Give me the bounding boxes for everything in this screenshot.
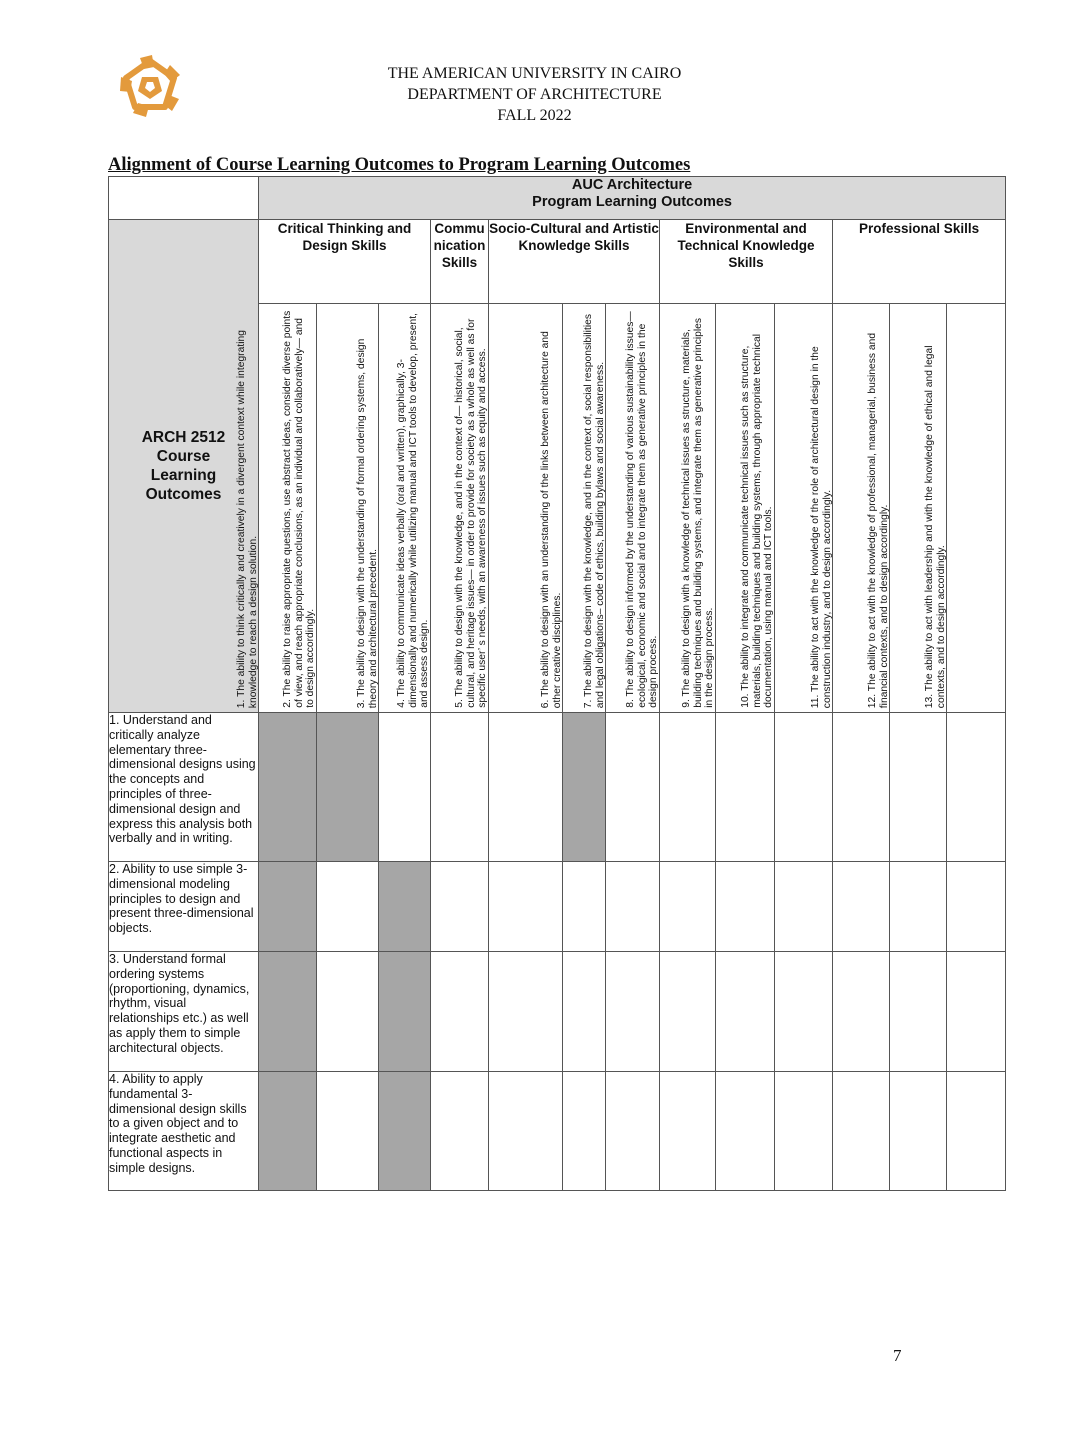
alignment-cell	[489, 713, 563, 862]
university-name: THE AMERICAN UNIVERSITY IN CAIRO	[387, 65, 682, 82]
alignment-cell-shaded	[259, 952, 317, 1072]
plo-header-7-text: 7. The ability to design with the knowledge, and in the context of, social responsibilities and legal obligations– code of ethics, building bylaws and social awareness.	[582, 313, 606, 708]
plo-heading-line1: AUC Architecture	[571, 177, 693, 193]
alignment-cell	[947, 952, 1006, 1072]
plo-header-1-text: 1. The ability to think critically and creatively in a divergent context while integrating knowledge to reach a design solution.	[235, 329, 259, 708]
alignment-cell-shaded	[379, 1072, 431, 1191]
plo-header-10-text: 10. The ability to integrate and communicate technical issues such as structure, materials, building techniques and building systems, through appropriate technical documentation, using manual and ICT tools.	[740, 334, 775, 708]
clo-heading-course: ARCH 2512	[141, 429, 226, 446]
alignment-cell	[660, 952, 716, 1072]
alignment-cell	[775, 713, 833, 862]
plo-heading-line2: Program Learning Outcomes	[532, 194, 732, 210]
alignment-cell	[317, 952, 379, 1072]
alignment-cell	[890, 862, 947, 952]
plo-header-13	[923, 304, 1006, 713]
department-name: DEPARTMENT OF ARCHITECTURE	[407, 86, 662, 103]
alignment-cell	[606, 713, 660, 862]
alignment-cell-shaded	[259, 862, 317, 952]
alignment-cell	[716, 713, 775, 862]
alignment-cell	[660, 1072, 716, 1191]
alignment-cell	[833, 862, 890, 952]
alignment-cell	[606, 1072, 660, 1191]
alignment-cell-shaded	[259, 1072, 317, 1191]
alignment-cell	[431, 1072, 489, 1191]
alignment-cell	[606, 952, 660, 1072]
alignment-cell-shaded	[379, 952, 431, 1072]
alignment-cell	[563, 1072, 606, 1191]
alignment-cell	[431, 862, 489, 952]
alignment-cell	[775, 952, 833, 1072]
alignment-cell-shaded	[259, 713, 317, 862]
alignment-cell	[716, 862, 775, 952]
alignment-cell	[890, 1072, 947, 1191]
group-environmental-technical: Environmental and Technical Knowledge Skills	[660, 220, 833, 304]
plo-header-4-text: 4. The ability to communicate ideas verbally (oral and written), graphically, 3-dimensionally and numerically while utilizing manual and ICT tools to develop, present, and assess design.	[396, 313, 431, 708]
alignment-cell	[833, 713, 890, 862]
alignment-cell	[489, 862, 563, 952]
alignment-cell	[317, 862, 379, 952]
clo-label-1: 1. Understand and critically analyze elementary three-dimensional designs using the concepts and principles of three-dimensional design and express this analysis both verbally and in writing.	[109, 713, 259, 862]
clo-label-3: 3. Understand formal ordering systems (proportioning, dynamics, rhythm, visual relationships etc.) as well as apply them to simple architectural objects.	[109, 952, 259, 1072]
corner-cell	[109, 177, 259, 220]
alignment-cell	[947, 862, 1006, 952]
alignment-cell	[606, 862, 660, 952]
group-critical-thinking: Critical Thinking and Design Skills	[259, 220, 431, 304]
alignment-cell	[563, 952, 606, 1072]
alignment-cell	[833, 1072, 890, 1191]
alignment-cell	[563, 862, 606, 952]
clo-row-4	[109, 1072, 1006, 1191]
alignment-cell	[431, 713, 489, 862]
alignment-cell	[947, 713, 1006, 862]
alignment-cell	[775, 1072, 833, 1191]
clo-label-4: 4. Ability to apply fundamental 3-dimensional design skills to a given object and to integrate aesthetic and functional aspects in simple designs.	[109, 1072, 259, 1191]
group-professional: Professional Skills	[833, 220, 1006, 304]
plo-header-3-text: 3. The ability to design with the understanding of formal ordering systems, design theory and architectural precedent.	[355, 338, 379, 708]
alignment-cell	[317, 1072, 379, 1191]
alignment-cell	[379, 713, 431, 862]
alignment-cell	[489, 952, 563, 1072]
group-socio-cultural: Socio-Cultural and Artistic Knowledge Skills	[489, 220, 660, 304]
alignment-cell	[489, 1072, 563, 1191]
alignment-cell	[775, 862, 833, 952]
plo-header-8-text: 8. The ability to design informed by the understanding of various sustainability issues— ecological, economic and social and to integrate them as generative principles in the design process.	[625, 311, 660, 708]
plo-header-9-text: 9. The ability to design with a knowledge of technical issues as structure, materials, building techniques and building systems, and integrate them as generative principles in the design process.	[681, 318, 716, 708]
alignment-cell	[431, 952, 489, 1072]
alignment-cell	[716, 1072, 775, 1191]
alignment-cell	[890, 952, 947, 1072]
clo-row-1	[109, 713, 1006, 862]
alignment-cell	[833, 952, 890, 1072]
group-communication: Communication Skills	[431, 220, 489, 304]
clo-row-2	[109, 862, 1006, 952]
alignment-table	[108, 176, 1006, 1191]
clo-label-2: 2. Ability to use simple 3-dimensional modeling principles to design and present three-dimensional objects.	[109, 862, 259, 952]
alignment-cell	[660, 862, 716, 952]
alignment-cell-shaded	[317, 713, 379, 862]
alignment-cell	[890, 713, 947, 862]
alignment-cell	[716, 952, 775, 1072]
plo-header-11-text: 11. The ability to act with the knowledge of the role of architectural design in the construction industry, and to design accordingly.	[809, 346, 833, 708]
plo-header-13-text: 13. The ability to act with leadership and with the knowledge of ethical and legal contexts, and to design accordingly.	[923, 345, 947, 708]
alignment-cell-shaded	[563, 713, 606, 862]
plo-heading	[259, 177, 1006, 220]
plo-header-2-text: 2. The ability to raise appropriate questions, use abstract ideas, consider diverse points of view, and reach appropriate conclusions, as an individual and collaboratively— and to design accordingly.	[282, 310, 317, 708]
plo-header-6-text: 6. The ability to design with an understanding of the links between architecture and other creative disciplines.	[539, 330, 563, 708]
alignment-cell	[660, 713, 716, 862]
plo-header-12-text: 12. The ability to act with the knowledge of professional, managerial, business and financial contexts, and to design accordingly.	[866, 332, 890, 708]
clo-heading-line4: Outcomes	[145, 486, 222, 503]
plo-header-5-text: 5. The ability to design with the knowledge, and in the context of— historical, social, cultural, and heritage issues— in order to provide for society as a whole as well as for specific user’ s needs, with an awareness of issues such as equity and access.	[454, 318, 489, 708]
clo-heading-line2: Course	[156, 448, 211, 465]
page-number: 7	[893, 1346, 902, 1365]
alignment-cell-shaded	[379, 862, 431, 952]
alignment-cell	[947, 1072, 1006, 1191]
clo-row-3	[109, 952, 1006, 1072]
term-label: FALL 2022	[497, 107, 572, 124]
document-title: Alignment of Course Learning Outcomes to Program Learning Outcomes	[108, 155, 691, 175]
clo-heading-line3: Learning	[150, 467, 217, 484]
